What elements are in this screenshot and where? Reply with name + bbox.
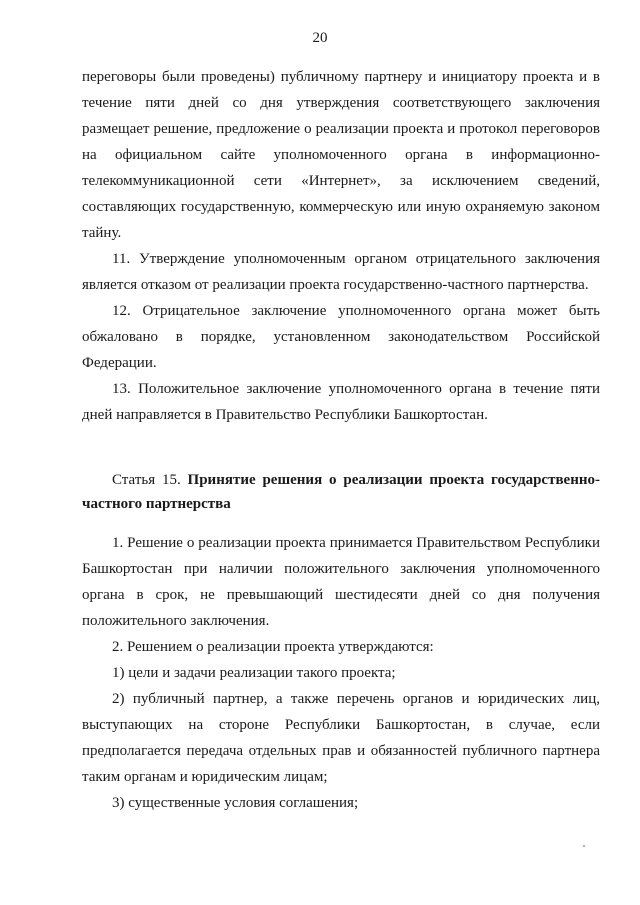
article-heading (82, 468, 600, 516)
sub-item-2: 2) публичный партнер, а также перечень органов и юридических лиц, выступающих на стороне Республики Башкортостан, в случае, если предполагается передача отдельных прав и обязанностей публичного партнера таким органам и юридическим лицам; (82, 691, 600, 785)
sub-item-1: 1) цели и задачи реализации такого проекта; (112, 665, 396, 681)
article-item-2: 2. Решением о реализации проекта утверждаются: (112, 639, 434, 655)
article-prefix: Статья 15. (112, 472, 188, 488)
article-title: Принятие решения о реализации проекта государственно-частного партнерства (82, 472, 600, 512)
paragraph-13: 13. Положительное заключение уполномоченного органа в течение пяти дней направляется в Правительство Республики Башкортостан. (82, 381, 600, 423)
paragraph-12: 12. Отрицательное заключение уполномоченного органа может быть обжаловано в порядке, установленном законодательством Российской Федерации. (82, 303, 600, 371)
paragraph-continued: переговоры были проведены) публичному партнеру и инициатору проекта и в течение пяти дней со дня утверждения соответствующего заключения размещает решение, предложение о реализации проекта и протокол переговоров на официальном сайте уполномоченного органа в информационно-телекоммуникационной сети «Интернет», за исключением сведений, составляющих государственную, коммерческую или иную охраняемую законом тайну. (82, 69, 600, 241)
paragraph-11: 11. Утверждение уполномоченным органом отрицательного заключения является отказом от реализации проекта государственно-частного партнерства. (82, 251, 600, 293)
sub-item-3: 3) существенные условия соглашения; (112, 795, 359, 811)
page-number: 20 (312, 30, 328, 46)
scan-speck (583, 845, 585, 847)
article-item-1: 1. Решение о реализации проекта принимается Правительством Республики Башкортостан при наличии положительного заключения уполномоченного органа в срок, не превышающий шестидесяти дней со дня получения положительного заключения. (82, 535, 600, 629)
document-body (82, 64, 600, 816)
